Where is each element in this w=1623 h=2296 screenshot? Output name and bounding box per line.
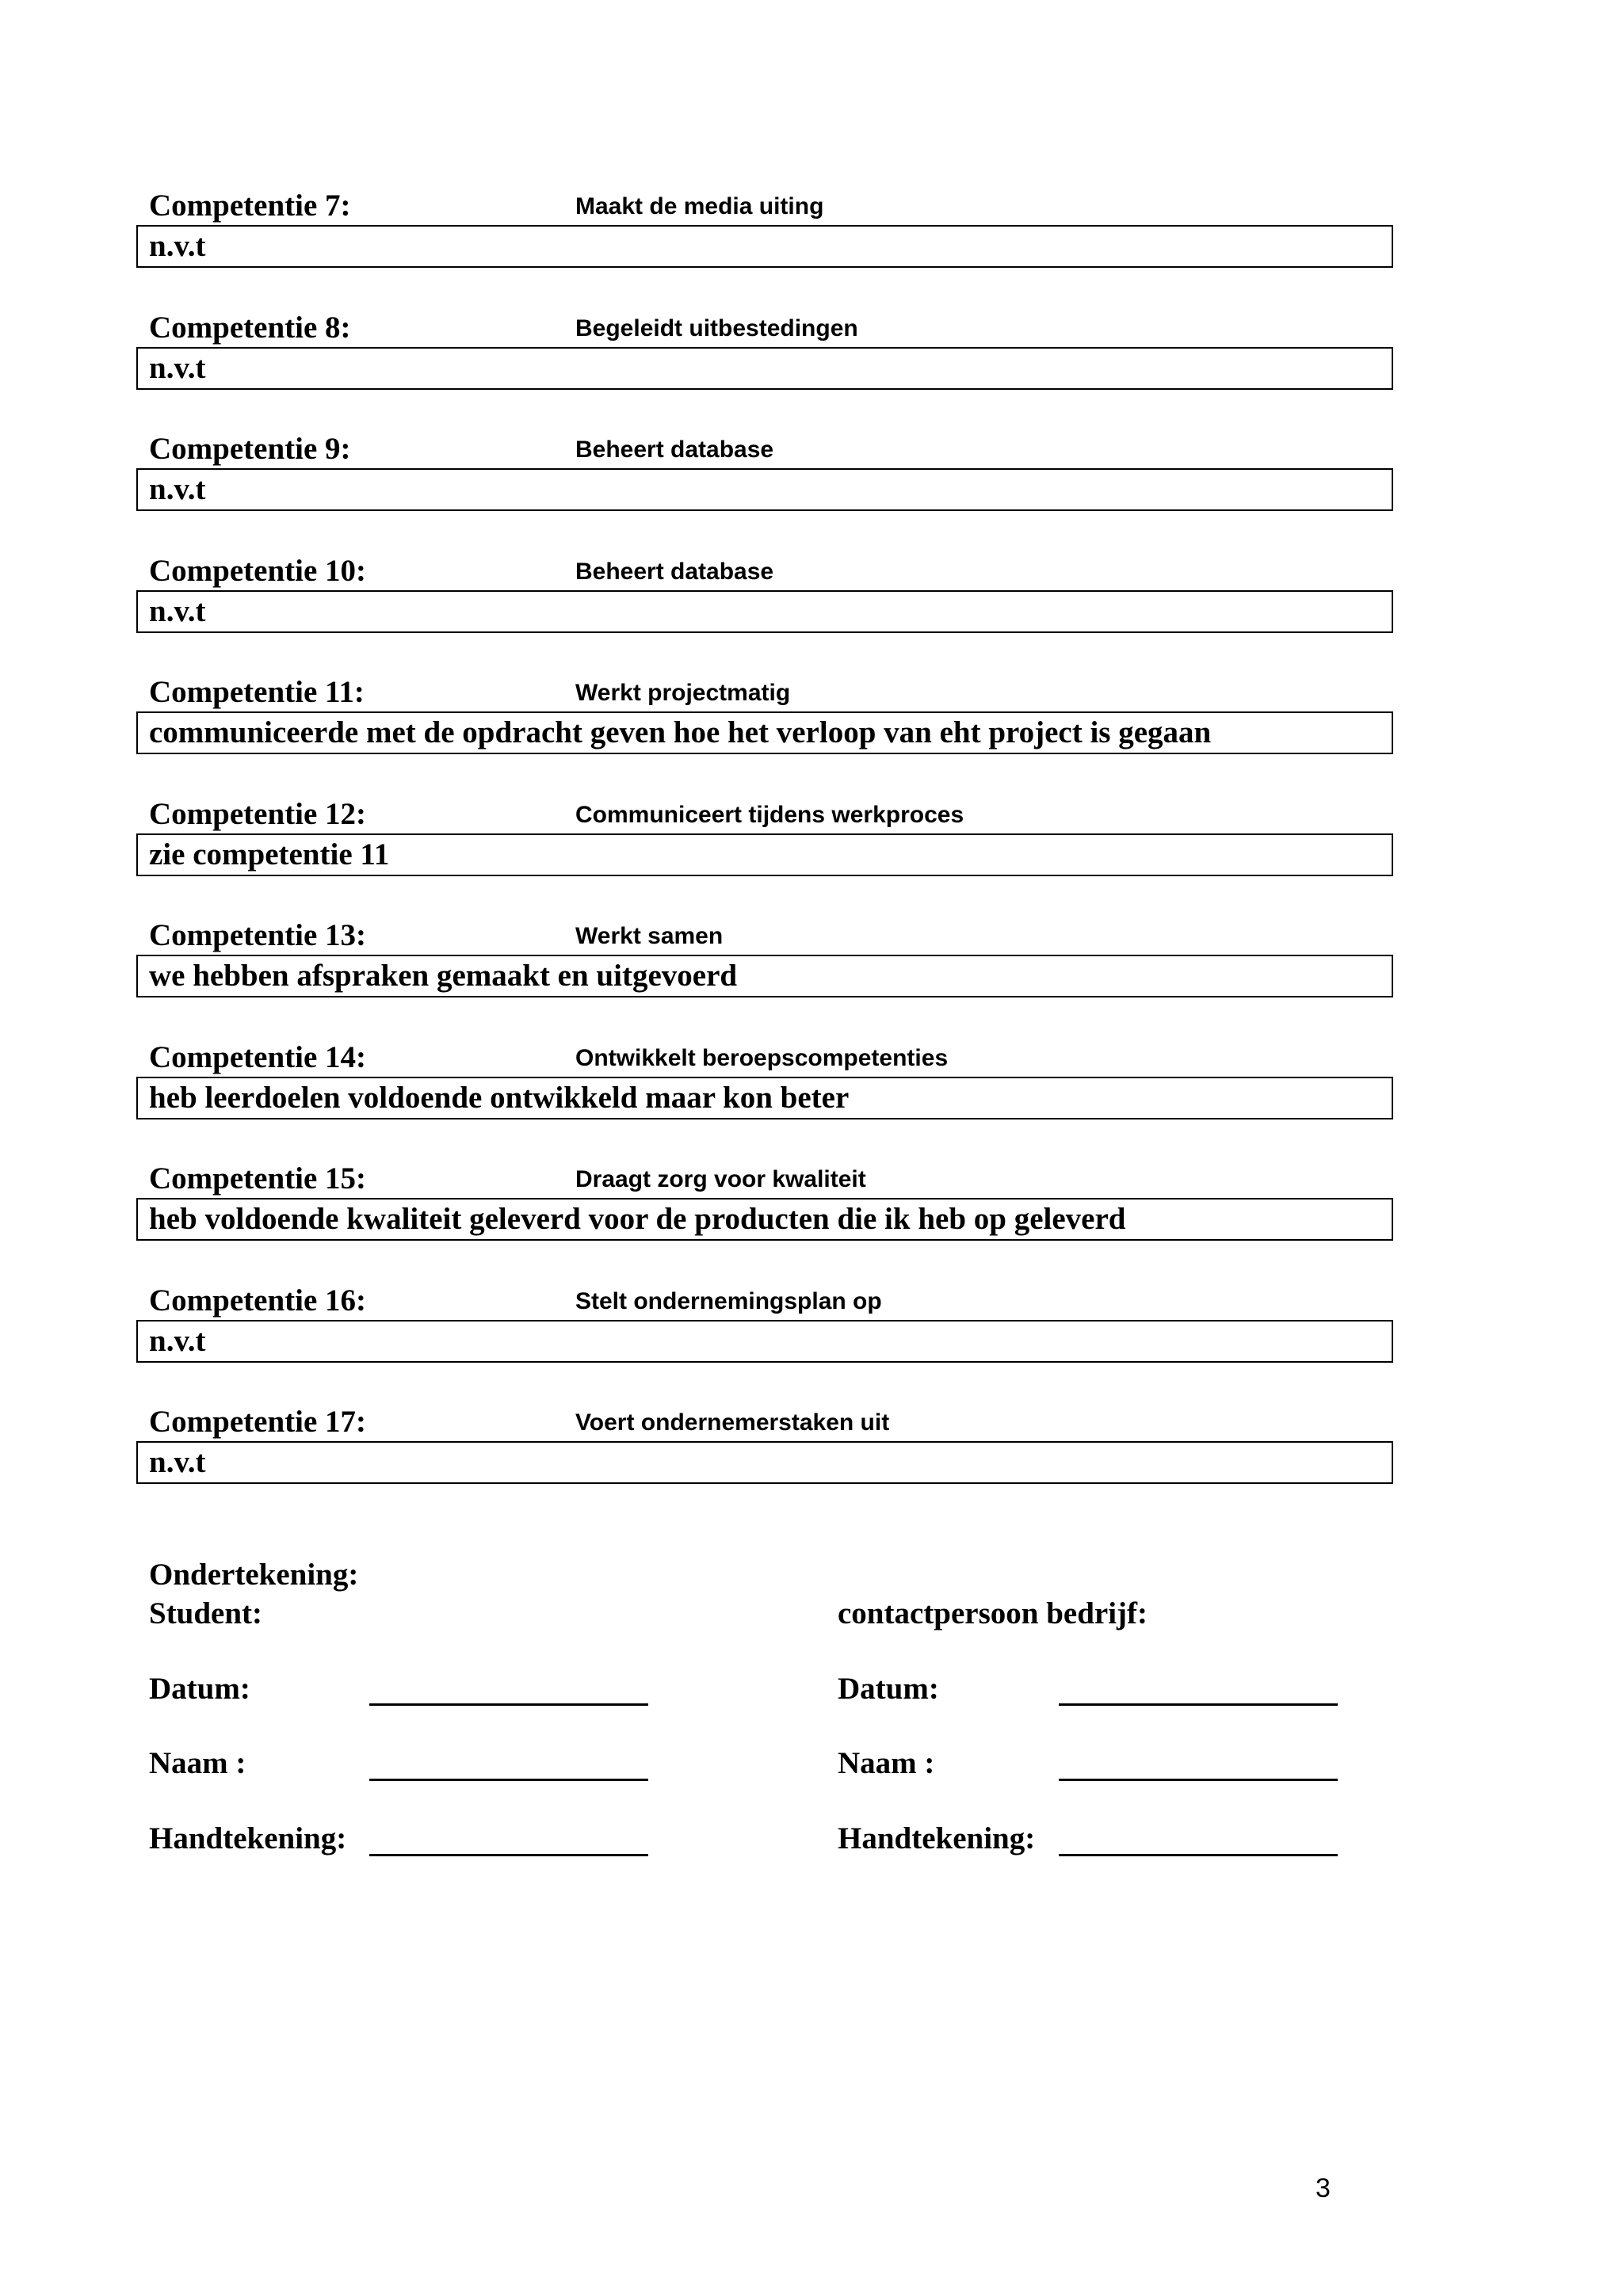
competency-header (149, 917, 1385, 953)
competency-label: Competentie 11: (149, 675, 365, 709)
competency-label: Competentie 17: (149, 1405, 367, 1439)
company-naam-label: Naam : (838, 1746, 935, 1780)
company-handtekening-line[interactable] (1059, 1854, 1338, 1856)
competency-label: Competentie 9: (149, 432, 351, 466)
competency-answer: n.v.t (149, 1324, 206, 1358)
competency-answer: n.v.t (149, 229, 206, 263)
competency-label: Competentie 8: (149, 311, 351, 345)
competency-header (149, 309, 1385, 345)
competency-title: Werkt samen (575, 923, 724, 949)
competency-header (149, 1039, 1385, 1075)
competency-title: Voert ondernemerstaken uit (575, 1409, 890, 1436)
competency-answer: n.v.t (149, 351, 206, 385)
student-naam-line[interactable] (369, 1779, 648, 1781)
company-naam-line[interactable] (1059, 1779, 1338, 1781)
competency-header (149, 1282, 1385, 1318)
competency-answer-box (136, 1320, 1393, 1363)
competency-title: Beheert database (575, 559, 774, 585)
page-number: 3 (1316, 2173, 1331, 2203)
student-handtekening-line[interactable] (369, 1854, 648, 1856)
competency-label: Competentie 14: (149, 1040, 367, 1074)
competency-title: Stelt ondernemingsplan op (575, 1288, 882, 1314)
competency-label: Competentie 15: (149, 1161, 367, 1196)
competency-answer-box (136, 955, 1393, 997)
competency-answer-box (136, 1077, 1393, 1119)
competency-header (149, 1403, 1385, 1440)
student-handtekening-label: Handtekening: (149, 1821, 347, 1855)
competency-title: Begeleidt uitbestedingen (575, 315, 858, 341)
competency-label: Competentie 12: (149, 797, 367, 831)
competency-answer: n.v.t (149, 1445, 206, 1479)
competency-answer: n.v.t (149, 472, 206, 506)
competency-answer-box (136, 590, 1393, 633)
company-contact-title: contactpersoon bedrijf: (838, 1596, 1148, 1630)
competency-answer: we hebben afspraken gemaakt en uitgevoerd (149, 959, 738, 993)
competency-title: Draagt zorg voor kwaliteit (575, 1166, 866, 1192)
competency-header (149, 187, 1385, 223)
student-datum-label: Datum: (149, 1672, 250, 1706)
competency-label: Competentie 16: (149, 1283, 367, 1318)
competency-header (149, 1160, 1385, 1196)
competency-answer-box (136, 833, 1393, 876)
competency-header (149, 795, 1385, 832)
competency-label: Competentie 13: (149, 918, 367, 952)
competency-answer-box (136, 711, 1393, 754)
competency-answer: heb voldoende kwaliteit geleverd voor de producten die ik heb op geleverd (149, 1202, 1126, 1236)
signature-heading: Ondertekening: (149, 1558, 359, 1592)
competency-title: Werkt projectmatig (575, 680, 791, 706)
competency-title: Communiceert tijdens werkproces (575, 802, 964, 828)
competency-answer-box (136, 1441, 1393, 1484)
company-handtekening-label: Handtekening: (838, 1821, 1036, 1855)
competency-answer: heb leerdoelen voldoende ontwikkeld maar kon beter (149, 1081, 850, 1115)
student-datum-line[interactable] (369, 1703, 648, 1706)
competency-title: Ontwikkelt beroepscompetenties (575, 1045, 949, 1071)
competency-answer-box (136, 225, 1393, 268)
competency-label: Competentie 7: (149, 189, 351, 223)
student-naam-label: Naam : (149, 1746, 246, 1780)
competency-label: Competentie 10: (149, 554, 367, 588)
competency-header (149, 552, 1385, 589)
competency-answer: communiceerde met de opdracht geven hoe het verloop van eht project is gegaan (149, 715, 1212, 749)
competency-answer-box (136, 468, 1393, 511)
competency-answer-box (136, 347, 1393, 390)
company-datum-line[interactable] (1059, 1703, 1338, 1706)
competency-title: Maakt de media uiting (575, 193, 824, 219)
competency-header (149, 673, 1385, 710)
competency-answer: n.v.t (149, 594, 206, 628)
competency-answer: zie competentie 11 (149, 837, 390, 871)
company-datum-label: Datum: (838, 1672, 939, 1706)
competency-title: Beheert database (575, 437, 774, 463)
student-title: Student: (149, 1596, 263, 1630)
competency-header (149, 430, 1385, 467)
competency-answer-box (136, 1198, 1393, 1241)
